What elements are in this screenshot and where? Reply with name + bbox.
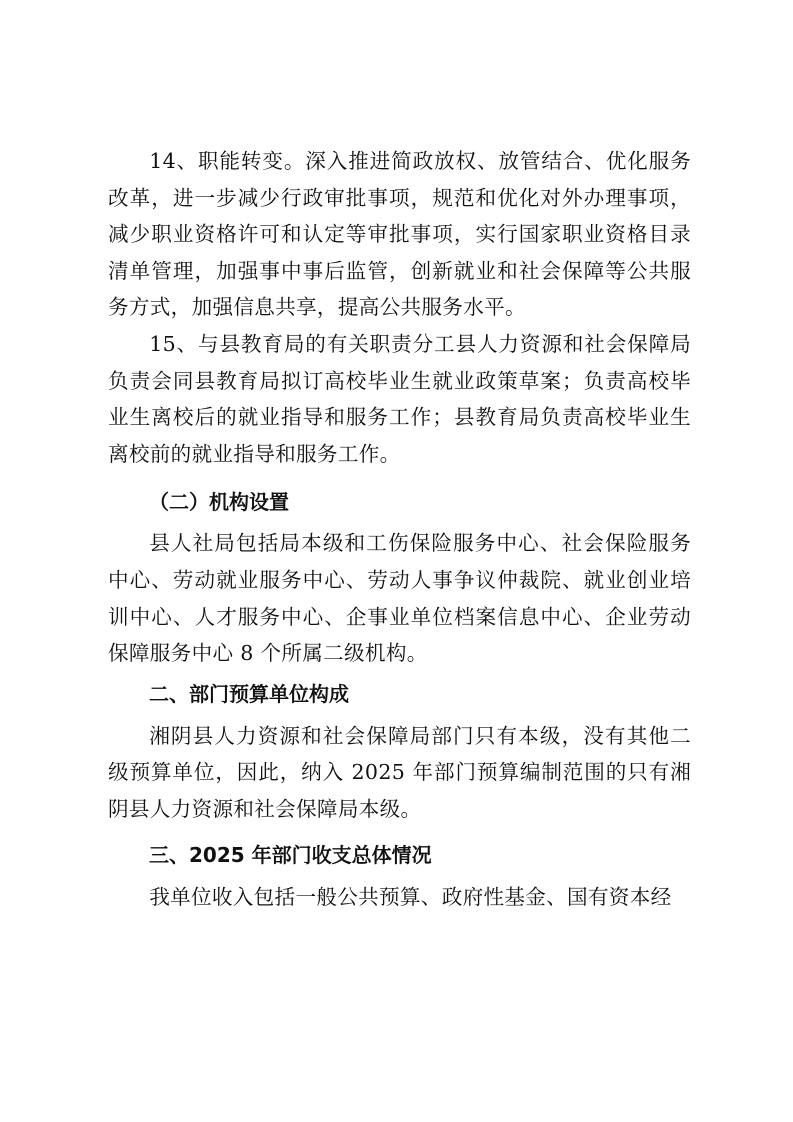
heading-institution-setup: （二）机构设置	[149, 490, 289, 515]
paragraph-duty-14: 14、职能转变。深入推进简政放权、放管结合、优化服务改革，进一步减少行政审批事项，规范和优化对外办理事项，减少职业资格许可和认定等审批事项，实行国家职业资格目录清单管理，加强事中事后监管，创新就业和社会保障等公共服务方式，加强信息共享，提高公共服务水平。	[108, 149, 691, 320]
paragraph-duty-15: 15、与县教育局的有关职责分工县人力资源和社会保障局负责会同县教育局拟订高校毕业生就业政策草案；负责高校毕业生离校后的就业指导和服务工作；县教育局负责高校毕业生离校前的就业指导和服务工作。	[108, 331, 691, 466]
spacer	[108, 472, 691, 479]
paragraph-budget-unit-composition: 湘阴县人力资源和社会保障局部门只有本级，没有其他二级预算单位，因此，纳入 2025 年部门预算编制范围的只有湘阴县人力资源和社会保障局本级。	[108, 723, 691, 821]
paragraph-institution-setup: 县人社局包括局本级和工伤保险服务中心、社会保险服务中心、劳动就业服务中心、劳动人事争议仲裁院、就业创业培训中心、人才服务中心、企事业单位档案信息中心、企业劳动保障服务中心 8 个所属二级机构。	[108, 531, 691, 666]
document-body	[108, 143, 691, 915]
paragraph-revenue-intro: 我单位收入包括一般公共预算、政府性基金、国有资本经	[149, 884, 672, 909]
heading-revenue-expenditure-overview: 三、2025 年部门收支总体情况	[149, 843, 432, 868]
heading-budget-unit-composition: 二、部门预算单位构成	[149, 682, 349, 707]
